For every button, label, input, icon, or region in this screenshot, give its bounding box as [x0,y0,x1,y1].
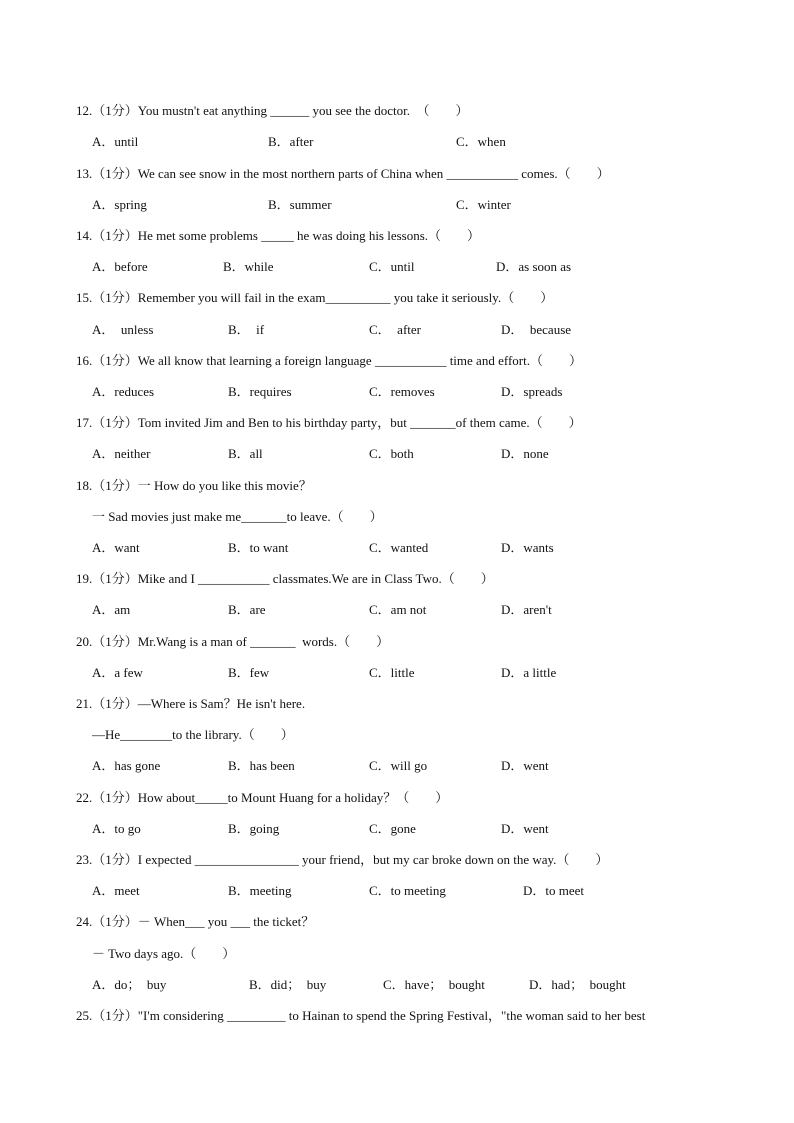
question-22-option-b[interactable]: B．going [228,821,280,836]
question-20-option-c[interactable]: C．little [369,665,415,680]
question-16-option-b[interactable]: B．requires [228,384,292,399]
question-14-option-a[interactable]: A．before [92,259,148,274]
question-20-option-b[interactable]: B．few [228,665,270,680]
question-12-option-c[interactable]: C．when [456,134,506,149]
question-21-option-d[interactable]: D．went [501,758,549,773]
question-21-stem: 21.（1分）—Where is Sam？He isn't here. [76,696,306,711]
question-13-option-a[interactable]: A．spring [92,197,147,212]
question-23-option-c[interactable]: C．to meeting [369,883,446,898]
question-16-stem: 16.（1分）We all know that learning a foreign language ___________ time and effort.（ ） [76,353,582,368]
question-21-option-c[interactable]: C．will go [369,758,428,773]
question-12-option-a[interactable]: A．until [92,134,139,149]
question-16-option-a[interactable]: A．reduces [92,384,155,399]
question-23-stem: 23.（1分）I expected ________________ your friend，but my car broke down on the way.（ ） [76,852,609,867]
question-20-stem: 20.（1分）Mr.Wang is a man of _______ words.（ ） [76,634,390,649]
question-22-stem: 22.（1分）How about_____to Mount Huang for a holiday？（ ） [76,790,449,805]
question-20-option-d[interactable]: D．a little [501,665,557,680]
question-13-option-c[interactable]: C．winter [456,197,511,212]
question-24-option-a[interactable]: A．do； buy [92,977,167,992]
question-16-option-d[interactable]: D．spreads [501,384,563,399]
question-22-option-d[interactable]: D．went [501,821,549,836]
question-22-option-c[interactable]: C．gone [369,821,416,836]
question-12-option-b[interactable]: B．after [268,134,314,149]
question-14-option-d[interactable]: D．as soon as [496,259,572,274]
question-23-option-a[interactable]: A．meet [92,883,140,898]
question-24-reply: － Two days ago.（ ） [92,946,236,961]
question-19-stem: 19.（1分）Mike and I ___________ classmates.We are in Class Two.（ ） [76,571,494,586]
question-17-option-c[interactable]: C．both [369,446,414,461]
question-18-option-c[interactable]: C．wanted [369,540,429,555]
question-14-option-c[interactable]: C．until [369,259,415,274]
question-19-option-b[interactable]: B．are [228,602,266,617]
question-18-stem: 18.（1分）一 How do you like this movie？ [76,478,312,493]
question-17-stem: 17.（1分）Tom invited Jim and Ben to his birthday party，but _______of them came.（ ） [76,415,582,430]
question-13-stem: 13.（1分）We can see snow in the most northern parts of China when ___________ comes.（ ） [76,166,610,181]
question-15-option-a[interactable]: A． unless [92,322,154,337]
question-18-option-d[interactable]: D．wants [501,540,554,555]
question-22-option-a[interactable]: A．to go [92,821,141,836]
question-15-option-c[interactable]: C． after [369,322,421,337]
question-19-option-c[interactable]: C．am not [369,602,427,617]
question-21-option-b[interactable]: B．has been [228,758,295,773]
question-15-option-b[interactable]: B． if [228,322,265,337]
question-17-option-d[interactable]: D．none [501,446,549,461]
question-21-option-a[interactable]: A．has gone [92,758,161,773]
question-24-option-b[interactable]: B．did； buy [249,977,327,992]
question-17-option-a[interactable]: A．neither [92,446,151,461]
question-17-option-b[interactable]: B．all [228,446,263,461]
question-19-option-d[interactable]: D．aren't [501,602,552,617]
question-16-option-c[interactable]: C．removes [369,384,435,399]
question-13-option-b[interactable]: B．summer [268,197,332,212]
question-14-stem: 14.（1分）He met some problems _____ he was doing his lessons.（ ） [76,228,481,243]
question-25-stem: 25.（1分）"I'm considering _________ to Hainan to spend the Spring Festival，"the woman said to her best [76,1008,646,1023]
question-15-stem: 15.（1分）Remember you will fail in the exam__________ you take it seriously.（ ） [76,290,554,305]
question-23-option-d[interactable]: D．to meet [523,883,585,898]
question-19-option-a[interactable]: A．am [92,602,131,617]
question-18-reply: 一 Sad movies just make me_______to leave.（ ） [92,509,383,524]
question-15-option-d[interactable]: D． because [501,322,572,337]
question-24-option-c[interactable]: C．have； bought [383,977,485,992]
question-20-option-a[interactable]: A．a few [92,665,143,680]
question-12-stem: 12.（1分）You mustn't eat anything ______ you see the doctor. （ ） [76,103,469,118]
question-18-option-a[interactable]: A．want [92,540,140,555]
question-21-reply: —He________to the library.（ ） [92,727,294,742]
question-24-stem: 24.（1分）－ When___ you ___ the ticket？ [76,914,315,929]
question-24-option-d[interactable]: D．had； bought [529,977,626,992]
question-18-option-b[interactable]: B．to want [228,540,289,555]
question-23-option-b[interactable]: B．meeting [228,883,292,898]
question-14-option-b[interactable]: B．while [223,259,274,274]
